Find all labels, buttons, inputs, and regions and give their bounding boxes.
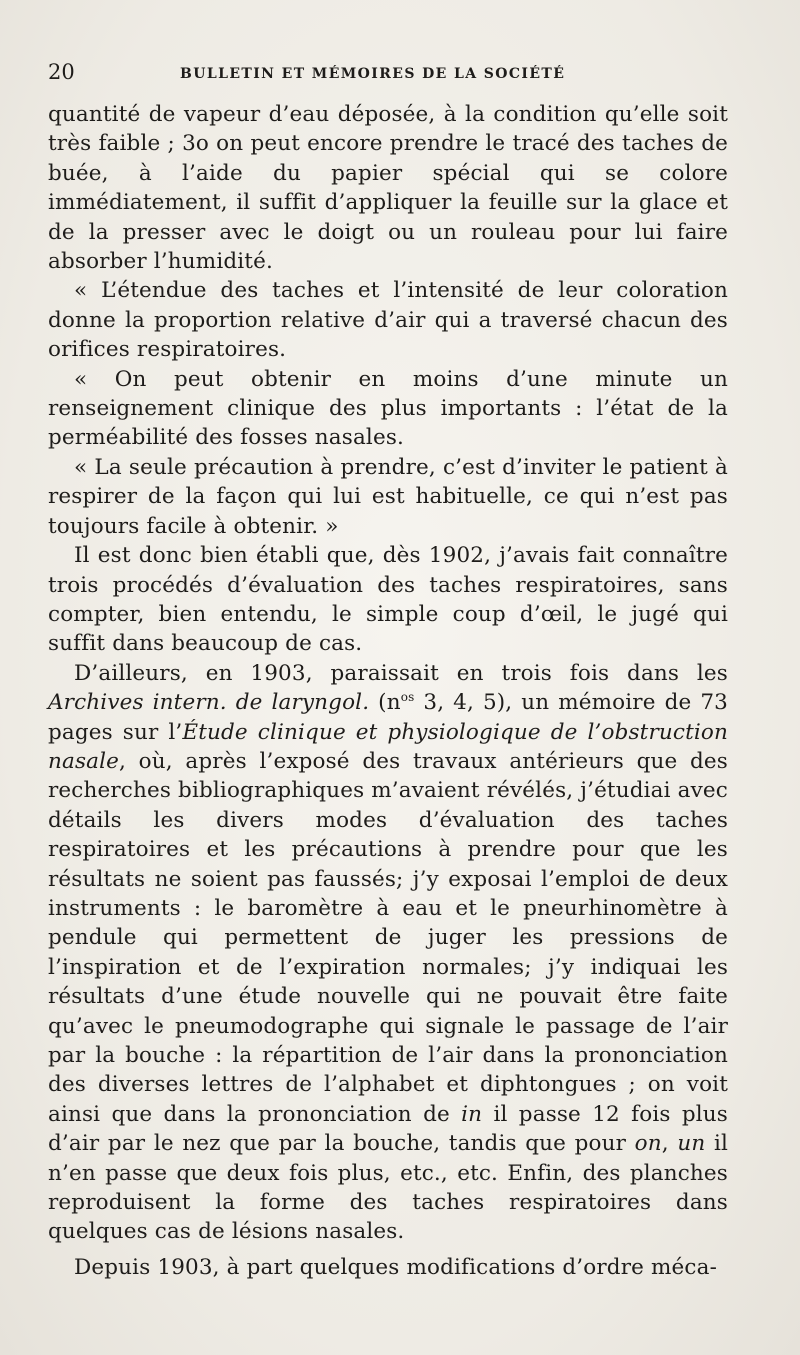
running-head: BULLETIN ET MÉMOIRES DE LA SOCIÉTÉ	[180, 66, 566, 82]
italic-word: on	[634, 1131, 662, 1157]
paragraph: « On peut obtenir en moins d’une minute un renseignement clinique des plus importants : l’état de la perméabilité des fosses nasales.	[48, 366, 728, 451]
paragraph	[48, 659, 728, 1247]
page-number: 20	[48, 60, 75, 84]
text-run: , où, après l’exposé des travaux antérieurs que des recherches bibliographiques m’avaient révélés, j’étudiai avec détails les divers modes d’évaluation des taches respiratoires et les précautions à prendre pour que les résultats ne soient pas faussés; j’y exposai l’emploi de deux instruments : le baromètre à eau et le pneurhinomètre à pendule qui permettent de juger les pressions de l’inspiration et de l’expiration normales; j’y indiquai les résultats d’une étude nouvelle qui ne pouvait être faite qu’avec le pneumodographe qui signale le passage de l’air par la bouche : la répartition de l’air dans la prononciation des diverses lettres de l’alphabet et diphtongues ; on voit ainsi que dans la prononciation de	[48, 748, 728, 1127]
text-run: il passe 12 fois plus d’air par le nez que par la bouche, tandis que pour	[48, 1101, 728, 1157]
journal-title: Archives intern. de laryngol.	[48, 690, 370, 716]
page-header	[48, 56, 728, 90]
body-text	[48, 100, 728, 1282]
paragraph: « L’étendue des taches et l’intensité de leur coloration donne la proportion relative d’air qui a traversé chacun des orifices respiratoires.	[48, 278, 728, 363]
superscript: os	[400, 689, 415, 704]
text-run: il n’en passe que deux fois plus, etc., etc. Enfin, des planches reproduisent la forme des taches respiratoires dans quelques cas de lésions nasales.	[48, 1131, 729, 1245]
text-run: D’ailleurs, en 1903, paraissait en trois fois dans les	[74, 660, 728, 686]
text-run: (n	[369, 690, 401, 716]
italic-word: un	[677, 1131, 706, 1157]
paragraph: Depuis 1903, à part quelques modifications d’ordre méca-	[74, 1254, 717, 1280]
text-run: 3, 4, 5), un mémoire de 73 pages sur l’	[48, 690, 728, 745]
memoir-title: Étude clinique et physiologique de l’obstruction nasale	[48, 719, 728, 774]
paragraph: « La seule précaution à prendre, c’est d’inviter le patient à respirer de la façon qui lui est habituelle, ce qui n’est pas toujours facile à obtenir. »	[48, 454, 728, 539]
italic-word: in	[461, 1101, 483, 1127]
text-run: ,	[661, 1131, 678, 1157]
paragraph: Il est donc bien établi que, dès 1902, j’avais fait connaître trois procédés d’évaluation des taches respiratoires, sans compter, bien entendu, le simple coup d’œil, le jugé qui suffit dans beaucoup de cas.	[48, 543, 728, 657]
paragraph: quantité de vapeur d’eau déposée, à la condition qu’elle soit très faible ; 3o on peut encore prendre le tracé des taches de buée, à l’aide du papier spécial qui se colore immédiatement, il suffit d’appliquer la feuille sur la glace et de la presser avec le doigt ou un rouleau pour lui faire absorber l’humidité.	[48, 102, 728, 275]
